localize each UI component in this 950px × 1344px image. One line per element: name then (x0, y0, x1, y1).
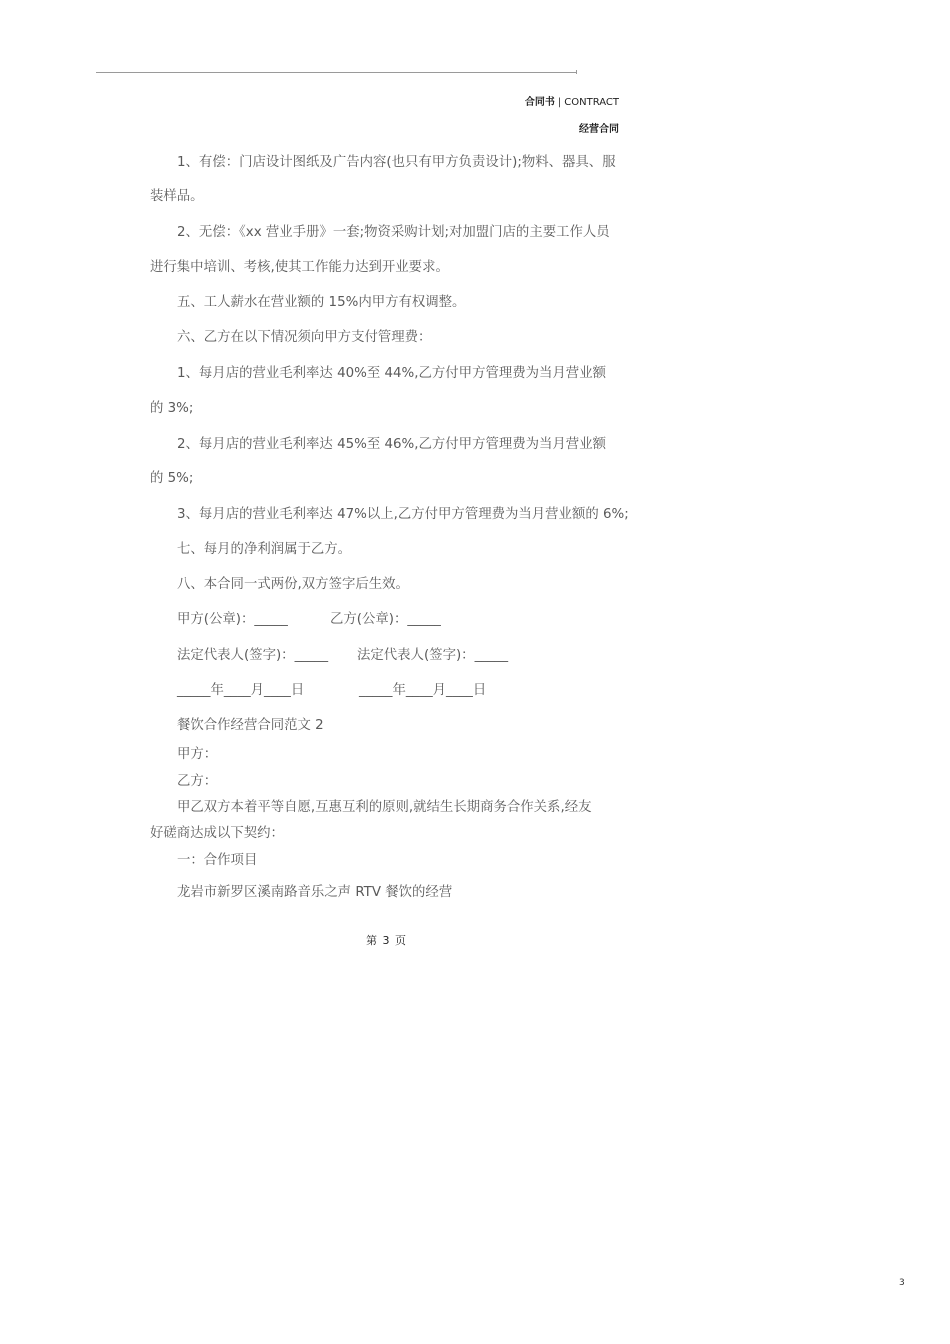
paragraph-line: 龙岩市新罗区溪南路音乐之声 RTV 餐饮的经营 (177, 885, 453, 900)
paragraph-line: 装样品。 (150, 189, 204, 204)
header-subtitle-text: 经营合同 (579, 124, 619, 135)
paragraph-line: 的 5%; (150, 471, 194, 486)
party-b-representative: 法定代表人(签字)：_____ (357, 648, 509, 663)
paragraph-line: 乙方： (177, 774, 218, 789)
paragraph-line: 甲方： (177, 747, 218, 762)
paragraph-line: 七、每月的净利润属于乙方。 (177, 542, 352, 557)
paragraph-line: 2、无偿：《xx 营业手册》一套;物资采购计划;对加盟门店的主要工作人员 (177, 225, 610, 240)
paragraph-line: 甲乙双方本着平等自愿,互惠互利的原则,就结生长期商务合作关系,经友 (177, 800, 592, 815)
paragraph-line: 五、工人薪水在营业额的 15%内甲方有权调整。 (177, 295, 466, 310)
party-a-seal: 甲方(公章)：_____ (177, 612, 288, 627)
section-title: 餐饮合作经营合同范文 2 (177, 718, 324, 733)
paragraph-line: 3、每月店的营业毛利率达 47%以上,乙方付甲方管理费为当月营业额的 6%; (177, 507, 629, 522)
header-title (525, 93, 619, 108)
paragraph-line: 八、本合同一式两份,双方签字后生效。 (177, 577, 409, 592)
party-b-seal: 乙方(公章)：_____ (330, 612, 441, 627)
paragraph-line: 的 3%; (150, 401, 194, 416)
paragraph-line: 六、乙方在以下情况须向甲方支付管理费： (177, 330, 432, 345)
page-footer: 第 3 页 (366, 934, 407, 947)
header-rule-end (576, 70, 577, 74)
paragraph-line: 1、每月店的营业毛利率达 40%至 44%,乙方付甲方管理费为当月营业额 (177, 366, 606, 381)
header-title-cn: 合同书 (524, 97, 555, 108)
header-separator: | (557, 97, 562, 108)
party-a-representative: 法定代表人(签字)：_____ (177, 648, 329, 663)
paragraph-line: 好磋商达成以下契约： (150, 826, 284, 841)
party-a-date: _____年____月____日 (177, 683, 305, 698)
paragraph-line: 进行集中培训、考核,使其工作能力达到开业要求。 (150, 260, 449, 275)
paragraph-line: 2、每月店的营业毛利率达 45%至 46%,乙方付甲方管理费为当月营业额 (177, 437, 606, 452)
header-title-en: CONTRACT (564, 97, 619, 108)
header-subtitle (579, 120, 619, 135)
party-b-date: _____年____月____日 (359, 683, 487, 698)
paragraph-line: 1、有偿：门店设计图纸及广告内容(也只有甲方负责设计);物料、器具、服 (177, 155, 616, 170)
paragraph-line: 一：合作项目 (177, 853, 258, 868)
page-number: 3 (899, 1278, 905, 1288)
header-rule (96, 72, 577, 73)
